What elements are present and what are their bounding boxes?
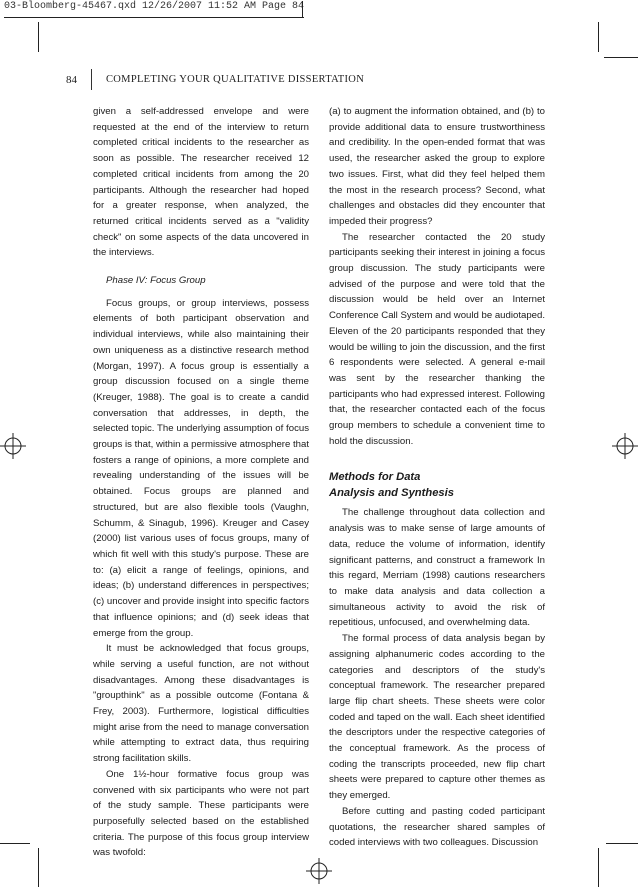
crop-mark-top-right <box>598 22 599 52</box>
paragraph: It must be acknowledged that focus groups, while serving a useful function, are not without disadvantages. Among these disadvantages is "groupthink" as a possible outcome (Fontana & Frey, 2003). Furthermore, logistical difficulties might arise from the need to manage conversation while attempting to extract data, thus requiring strong facilitation skills. <box>93 643 309 765</box>
paragraph: The researcher contacted the 20 study participants seeking their interest in joining a focus group discussion. The study participants were advised of the purpose and were told that the discussion would be held over an Internet Conference Call System and would be audiotaped. Eleven of the 20 participants responded that they would be willing to join the discussion, and the first 6 respondents were selected. A general e-mail was sent by the researcher thanking the participants who had expressed interest. Following that, the researcher contacted each of the focus group members to schedule a convenient time to hold the discussion. <box>329 231 545 447</box>
paragraph: One 1½-hour formative focus group was convened with six participants who were not part of the study sample. These participants were purposefully selected based on the established criteria. The purpose of this focus group interview was twofold: <box>93 768 309 859</box>
slug-rule <box>4 17 304 18</box>
crop-mark-bottom-right-h <box>606 843 638 844</box>
subheading: Phase IV: Focus Group <box>106 275 206 287</box>
crop-mark-bottom-left-h <box>0 843 30 844</box>
section-heading <box>329 469 545 501</box>
registration-mark-bottom-icon <box>306 858 332 884</box>
crop-mark-bottom-right <box>598 848 599 887</box>
slug-text: 03-Bloomberg-45467.qxd 12/26/2007 11:52 AM Page 84 <box>4 1 305 12</box>
slug-rule-vertical <box>302 1 303 17</box>
header-divider <box>91 69 92 90</box>
left-column <box>93 104 309 861</box>
paragraph: The challenge throughout data collection and analysis was to make sense of large amounts of data, reduce the volume of information, identify significant patterns, and construct a framework In this regard, Merriam (1998) cautions researchers to make data analysis and data collection a simultaneous activity to avoid the risk of repetitious, unfocused, and overwhelming data. <box>329 507 545 629</box>
paragraph: Before cutting and pasting coded participant quotations, the researcher shared samples of coded interviews with two colleagues. Discussion <box>329 805 545 849</box>
paragraph: (a) to augment the information obtained, and (b) to provide additional data to ensure trustworthiness and credibility. In the open-ended format that was used, the researcher asked the group to explore two issues. First, what did they feel helped them the most in the research process? Second, what challenges and obstacles did they encounter that impeded their progress? <box>329 106 545 227</box>
page-number: 84 <box>66 74 77 86</box>
registration-mark-left-icon <box>0 433 26 459</box>
section-heading-line: Analysis and Synthesis <box>329 487 454 500</box>
running-head: COMPLETING YOUR QUALITATIVE DISSERTATION <box>106 74 365 85</box>
crop-mark-bottom-left <box>38 848 39 887</box>
paragraph: Focus groups, or group interviews, possess elements of both participant observation and individual interviews, while also maintaining their own uniqueness as a distinctive research method (Morgan, 1997). A focus group is essentially a group discussion focused on a single theme (Kreuger, 1988). The goal is to create a candid conversation that addresses, in depth, the selected topic. The underlying assumption of focus groups is that, within a permissive atmosphere that fosters a range of opinions, a more complete and revealing understanding of the issues will be obtained. Focus groups are planned and structured, but are also flexible tools (Vaughn, Schumm, & Sinagub, 1996). Kreuger and Casey (2000) list various uses of focus groups, many of which fit well with this study's purpose. These are to: (a) elicit a range of feelings, opinions, and ideas; (b) understand differences in perspectives; (c) uncover and provide insight into specific factors that influence opinions; and (d) seek ideas that emerge from the group. <box>93 297 309 639</box>
registration-mark-right-icon <box>612 433 638 459</box>
section-heading-line: Methods for Data <box>329 471 421 484</box>
crop-mark-top-left <box>38 22 39 52</box>
paragraph: given a self-addressed envelope and were requested at the end of the interview to return completed critical incidents to the researcher as soon as possible. The researcher received 12 completed critical incidents from among the 20 participants. Although the researcher had hoped for a greater response, when analyzed, the returned critical incidents served as a "validity check" on some aspects of the data uncovered in the interviews. <box>93 106 309 259</box>
paragraph: The formal process of data analysis began by assigning alphanumeric codes according to the categories and descriptors of the study's conceptual framework. The researcher prepared large flip chart sheets. These sheets were color coded and taped on the wall. Each sheet identified the descriptors under the respective categories of the conceptual framework. As the process of coding the transcripts proceeded, new flip chart sheets were prepared to capture other themes as they emerged. <box>329 633 545 802</box>
right-column <box>329 104 545 851</box>
crop-mark-top-right-h <box>604 57 638 58</box>
